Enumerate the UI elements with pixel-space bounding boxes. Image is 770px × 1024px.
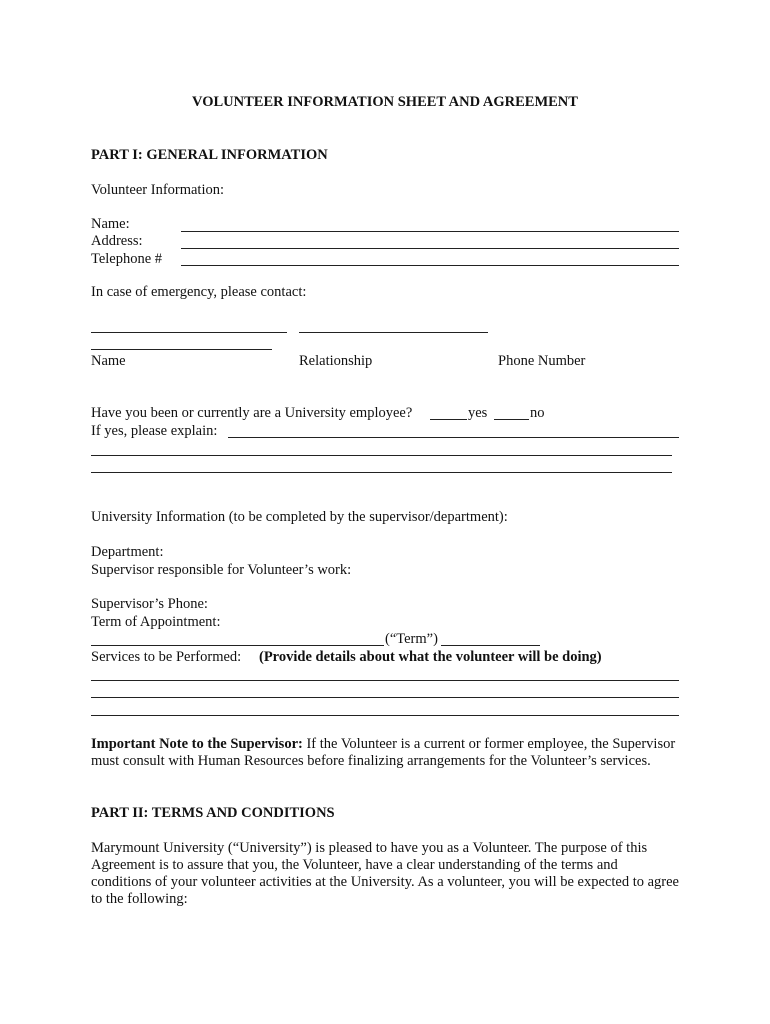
services-field-line3[interactable]	[91, 715, 679, 716]
terms-body: Marymount University (“University”) is pleased to have you as a Volunteer. The purpose of this Agreement is to assure that you, the Volunteer, have a clear understanding of the terms and conditions of your volunteer activities at the University. As a volunteer, you will be expected to agree to the following:	[91, 840, 679, 907]
name-field[interactable]	[181, 231, 679, 232]
yes-label: yes	[468, 405, 488, 421]
supervisor-label: Supervisor responsible for Volunteer’s work:	[91, 562, 352, 578]
services-field-line1[interactable]	[91, 680, 679, 681]
no-blank[interactable]	[494, 419, 529, 420]
employee-question: Have you been or currently are a University employee?	[91, 405, 413, 421]
telephone-label: Telephone #	[91, 251, 163, 267]
address-label: Address:	[91, 233, 143, 249]
part2-heading: PART II: TERMS AND CONDITIONS	[91, 805, 335, 821]
document-title: VOLUNTEER INFORMATION SHEET AND AGREEMENT	[192, 94, 578, 110]
emergency-name-field[interactable]	[91, 332, 287, 333]
volunteer-info-label: Volunteer Information:	[91, 182, 225, 198]
supervisor-phone-label: Supervisor’s Phone:	[91, 596, 208, 612]
department-label: Department:	[91, 544, 164, 560]
term-end-field[interactable]	[441, 645, 540, 646]
supervisor-note-text: If the Volunteer is a current or former employee, the Supervisor must consult with Human Resources before finalizing arrangements for the Volunteer’s services.	[91, 736, 676, 769]
explain-field-line2[interactable]	[91, 455, 672, 456]
term-start-field[interactable]	[91, 645, 384, 646]
col-name-label: Name	[91, 353, 126, 369]
supervisor-note	[91, 736, 681, 770]
emergency-phone-field[interactable]	[91, 349, 272, 350]
services-field-line2[interactable]	[91, 697, 679, 698]
emergency-label: In case of emergency, please contact:	[91, 284, 307, 300]
yes-blank[interactable]	[430, 419, 467, 420]
col-phone-label: Phone Number	[498, 353, 586, 369]
emergency-relationship-field[interactable]	[299, 332, 488, 333]
address-field[interactable]	[181, 248, 679, 249]
term-label: Term of Appointment:	[91, 614, 221, 630]
no-label: no	[530, 405, 545, 421]
explain-field-line3[interactable]	[91, 472, 672, 473]
explain-field-line1[interactable]	[228, 437, 679, 438]
col-relationship-label: Relationship	[299, 353, 373, 369]
name-label: Name:	[91, 216, 130, 232]
telephone-field[interactable]	[181, 265, 679, 266]
explain-label: If yes, please explain:	[91, 423, 218, 439]
university-info-label: University Information (to be completed by the supervisor/department):	[91, 509, 508, 525]
services-hint: (Provide details about what the volunteer will be doing)	[259, 649, 602, 665]
part1-heading: PART I: GENERAL INFORMATION	[91, 147, 328, 163]
supervisor-note-heading: Important Note to the Supervisor:	[91, 736, 303, 752]
services-label: Services to be Performed:	[91, 649, 242, 665]
term-marker: (“Term”)	[385, 631, 438, 647]
